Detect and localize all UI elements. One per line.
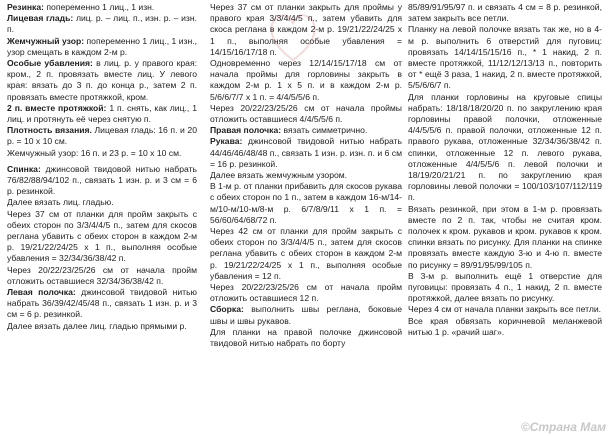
paragraph-text: Через 20/22/23/25/26 см от начала проймы отложить оставшиеся 4/4/5/5/6 п. <box>210 102 402 125</box>
paragraph <box>210 170 402 181</box>
paragraph <box>408 24 602 91</box>
paragraph-text: Через 42 см от планки для пройм закрыть с обеих сторон по 3/3/4/4/5 п., затем для скосов реглана убавить с обеих сторон в каждом 2-м р. 19/21/22/24/25 х 1 п., выполняя особые убавления = 12 п. <box>210 226 402 281</box>
paragraph <box>7 197 197 208</box>
paragraph-heading: Левая полочка: <box>7 287 76 298</box>
paragraph-text: Для планки на правой полочке джинсовой твидовой нитью набрать по борту <box>210 326 402 349</box>
paragraph-heading: Сборка: <box>210 304 244 315</box>
paragraph <box>408 304 602 315</box>
paragraph <box>7 36 197 58</box>
paragraph-heading: Жемчужный узор: <box>7 35 85 46</box>
paragraph-text: 85/89/91/95/97 п. и связать 4 см = 8 р. резинкой, затем закрыть все петли. <box>408 2 602 24</box>
paragraph <box>210 58 402 103</box>
paragraph <box>408 316 602 338</box>
paragraph <box>7 13 197 35</box>
paragraph-text: Вязать резинкой, при этом в 1-м р. провязать вместе по 2 п. так, чтобы не считая кром. полочек к кром. рукавов и кром. рукавов к кром. спинки вязать по рисунку. Для планки на спинке провязать вместе каждую 3-ю и 4-ю п. вместе по рисунку = 89/91/95/99/105 п. <box>408 203 602 270</box>
paragraph <box>7 148 197 159</box>
paragraph <box>210 136 402 170</box>
paragraph <box>7 103 197 125</box>
paragraph <box>7 209 197 265</box>
paragraph-text: лиц. р. – лиц. п., изн. р. – изн. п. <box>7 13 197 35</box>
paragraph-text: Все края обвязать коричневой меланжевой нитью 1 р. «рачий шаг». <box>408 315 602 337</box>
paragraph <box>210 181 402 226</box>
paragraph-text: Через 20/22/23/25/26 см от начала пройм отложить оставшиеся 12 п. <box>210 282 402 304</box>
paragraph-heading: Резинка: <box>7 2 44 12</box>
paragraph <box>7 125 197 147</box>
paragraph-heading: Рукава: <box>210 136 243 147</box>
column-1 <box>7 2 197 332</box>
paragraph-text: Через 37 см от планки для пройм закрыть с обеих сторон по 3/3/4/4/5 п., затем для скосов реглана убавить с обеих сторон в каждом 2-м р. 19/21/22/24/25 х 1 п., выполняя особые убавления = 32/34/36/38/42 п. <box>7 208 197 264</box>
paragraph-text: джинсовой твидовой нитью набрать 44/46/46/48/48 п., связать 1 изн. р. изн. п. и 6 см = 16 р. резинкой. <box>210 136 402 169</box>
paragraph-text: джинсовой твидовой нитью набрать 76/82/88/94/102 п., связать 1 изн. р. и 3 см = 6 р. резинкой. <box>7 163 197 197</box>
column-3 <box>408 2 602 338</box>
paragraph-text: Далее вязать далее лиц. гладью прямыми р. <box>7 320 187 331</box>
paragraph-heading: Плотность вязания. <box>7 125 92 136</box>
paragraph-text: Лицевая гладь: 16 п. и 20 р. = 10 х 10 см. <box>7 125 197 147</box>
paragraph-text: Для планки горловины на круговые спицы набрать: 18/18/18/20/20 п. по закруглению края горловины правой полочки, отложенные 4/4/5/5/6 п. правой полочки, отложенные 12 п. правого рукава, отложенные 32/34/36/38/42 п. спинки, отложенные 12 п. левого рукава, отложенные 4/4/5/5/6 п. левой полочки и 18/19/20/21/21 п. по закруглению края горловины левой полочки = 100/103/107/112/119 п. <box>408 91 602 203</box>
paragraph-heading: Правая полочка: <box>210 125 282 136</box>
paragraph-text: 1 п. снять, как лиц., 1 лиц. и протянуть её через снятую п. <box>7 102 197 125</box>
paragraph-text: джинсовой твидовой нитью набрать 36/39/42/45/48 п., связать 1 изн. р. и 3 см = 6 р. резинкой. <box>7 287 197 320</box>
paragraph <box>7 2 197 13</box>
paragraph <box>210 125 402 136</box>
paragraph-text: Далее вязать лиц. гладью. <box>7 197 114 208</box>
paragraph <box>7 265 197 287</box>
paragraph-text: Одновременно через 12/14/15/17/18 см от начала проймы для горловины закрыть в каждом 2-м р. 1 х 5 п. и в каждом 2-м р. 5/6/6/7/7 х 1 п. = 4/4/5/5/6 п. <box>210 58 402 102</box>
paragraph <box>210 304 402 326</box>
paragraph <box>408 204 602 271</box>
paragraph <box>7 58 197 103</box>
paragraph <box>7 287 197 321</box>
paragraph-heading: Спинка: <box>7 163 41 174</box>
paragraph <box>210 327 402 349</box>
paragraph <box>408 92 602 204</box>
paragraph <box>210 103 402 125</box>
paragraph <box>210 282 402 304</box>
paragraph-text: Жемчужный узор: 16 п. и 23 р. = 10 х 10 см. <box>7 147 182 158</box>
paragraph-heading: Особые убавления: <box>7 58 93 69</box>
paragraph-text: Через 4 см от начала планки закрыть все петли. <box>408 304 602 315</box>
paragraph <box>210 226 402 282</box>
paragraph-text: Через 20/22/23/25/26 см от начала пройм отложить оставшиеся 32/34/36/38/42 п. <box>7 264 197 286</box>
paragraph <box>210 2 402 58</box>
paragraph-heading: Лицевая гладь: <box>7 13 74 24</box>
column-2 <box>210 2 402 349</box>
paragraph <box>7 164 197 198</box>
paragraph-text: Через 37 см от планки закрыть для проймы у правого края 3/3/4/4/5 п., затем убавить для скоса реглана в каждом 2-м р. 19/21/22/24/25 х 1 п., выполняя особые убавления = 14/15/16/17/18 п. <box>210 2 402 57</box>
paragraph-text: В 3-м р. выполнить ещё 1 отверстие для пуговицы: провязать 4 п., 1 накид, 2 п. вместе протяжкой, далее вязать по рисунку. <box>408 270 602 304</box>
paragraph-text: в лиц. р. у правого края: кром., 2 п. провязать вместе лиц. У левого края: вязать до 3 п. до конца р., затем 2 п. провязать вместе протяжкой, кром. <box>7 58 197 102</box>
paragraph-text: вязать симметрично. <box>281 125 368 136</box>
paragraph-text: Планку на левой полочке вязать так же, но в 4-м р. выполнить 6 отверстий для пуговиц: провязать 14/14/15/15/16 п., * 1 накид, 2 п. вместе протяжкой, 11/12/12/13/13 п., повторить от * ещё 3 раза, 1 накид, 2 п. вместе протяжкой, 5/5/6/6/7 п. <box>408 24 602 91</box>
watermark-text: ©Страна Мам <box>520 420 606 434</box>
paragraph <box>408 2 602 24</box>
paragraph-text: выполнить швы реглана, боковые швы и швы рукавов. <box>210 304 402 326</box>
paragraph-text: попеременно 1 лиц., 1 изн. <box>44 2 155 12</box>
paragraph <box>7 321 197 332</box>
paragraph-text: В 1-м р. от планки прибавить для скосов рукава с обеих сторон по 1 п., затем в каждом 16-м/14-м/10-м/10-м/8-м р. 6/7/8/9/11 х 1 п. = 56/60/64/68/72 п. <box>210 181 402 225</box>
paragraph-heading: 2 п. вместе протяжкой: <box>7 102 107 113</box>
paragraph-text: Далее вязать жемчужным узором. <box>210 170 348 181</box>
paragraph <box>408 271 602 305</box>
paragraph-text: попеременно 1 лиц., 1 изн., узор смещать в каждом 2-м р. <box>7 35 197 57</box>
